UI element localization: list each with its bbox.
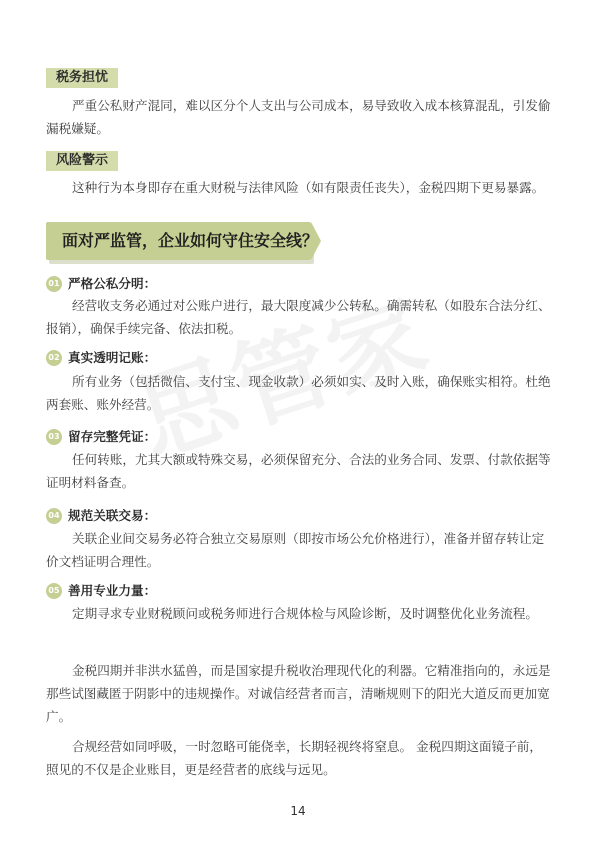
list-item-title: 规范关联交易： [68,507,157,523]
section-label-risk: 风险警示 [46,151,118,171]
number-badge-icon: 01 [46,276,62,292]
section-text-risk: 这种行为本身即存在重大财税与法律风险（如有限责任丧失），金税四期下更易暴露。 [72,180,545,195]
list-item-text: 关联企业间交易务必符合独立交易原则（即按市场公允价格进行），准备并留存转让定价文档证明合理性。 [46,531,545,569]
list-item-head [46,580,156,598]
list-item-text: 经营收支务必通过对公账户进行，最大限度减少公转私。确需转私（如股东合法分红、报销），确保手续完备、依法扣税。 [46,298,551,336]
banner-title: 面对严监管，企业如何守住安全线？ [62,231,319,250]
list-item-text: 定期寻求专业财税顾问或税务师进行合规体检与风险诊断，及时调整优化业务流程。 [72,606,538,621]
list-item-title: 真实透明记账： [68,349,157,365]
list-item-title: 善用专业力量： [68,582,157,598]
number-badge-icon: 03 [46,429,62,445]
list-item-text: 所有业务（包括微信、支付宝、现金收款）必须如实、及时入账，确保账实相符。杜绝两套账、账外经营。 [46,374,551,412]
list-item-head [46,273,156,291]
list-item-head [46,347,156,365]
number-badge-icon: 02 [46,350,62,366]
list-item-title: 留存完整凭证： [68,428,157,444]
list-item-title: 严格公私分明： [68,275,157,291]
banner-tail-decoration [311,222,321,260]
list-item-text: 任何转账，尤其大额或特殊交易，必须保留充分、合法的业务合同、发票、付款依据等证明材料备查。 [46,452,551,490]
section-text-tax: 严重公私财产混同，难以区分个人支出与公司成本，易导致收入成本核算混乱，引发偷漏税嫌疑。 [46,98,551,136]
list-item-head [46,505,156,523]
number-badge-icon: 05 [46,583,62,599]
closing-paragraph: 金税四期并非洪水猛兽，而是国家提升税收治理现代化的利器。它精准指向的，永远是那些试图藏匿于阴影中的违规操作。对诚信经营者而言，清晰规则下的阳光大道反而更加宽广。 [46,663,551,724]
closing-paragraph: 合规经营如同呼吸，一时忽略可能侥幸，长期轻视终将窒息。 金税四期这面镜子前，照见的不仅是企业账目，更是经营者的底线与远见。 [46,739,542,777]
section-banner [46,222,319,260]
list-item-head [46,426,156,444]
section-label-tax: 税务担忧 [46,68,118,88]
number-badge-icon: 04 [46,508,62,524]
page-number: 14 [290,804,306,818]
